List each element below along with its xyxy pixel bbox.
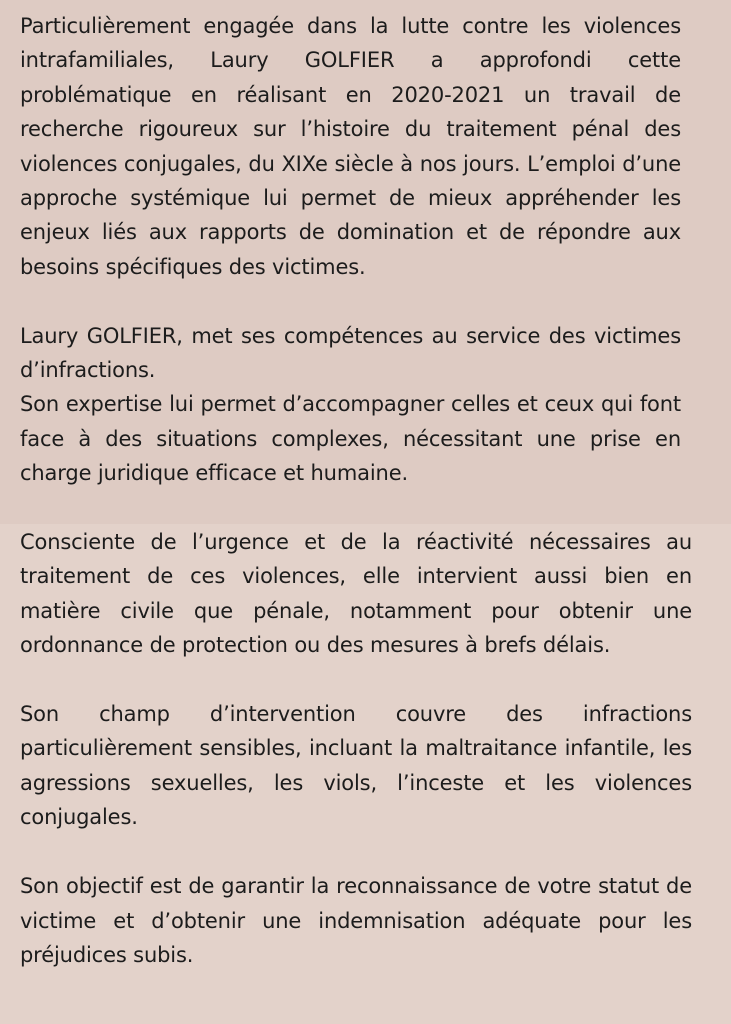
paragraph-competences-text: Laury GOLFIER, met ses compétences au service des victimes d’infractions. [20,323,681,383]
paragraph-engagement: Particulièrement engagée dans la lutte contre les violences intrafamiliales, Laury GOLFIER a approfondi cette problématique en réalisant en 2020-2021 un travail de recherche rigoureux sur l’histoire du traitement pénal des violences conjugales, du XIXe siècle à nos jours. L’emploi d’une approche systémique lui permet de mieux appréhender les enjeux liés aux rapports de domination et de répondre aux besoins spécifiques des victimes. [20,14,681,279]
paragraph-expertise: Son expertise lui permet d’accompagner celles et ceux qui font face à des situations complexes, nécessitant une prise en charge juridique efficace et humaine. [20,392,681,486]
paragraph-champ-intervention: Son champ d’intervention couvre des infractions particulièrement sensibles, incluant la maltraitance infantile, les agressions sexuelles, les viols, l’inceste et les violences conjugales. [20,702,692,830]
article-body [20,9,692,1007]
paragraph-objectif: Son objectif est de garantir la reconnaissance de votre statut de victime et d’obtenir une indemnisation adéquate pour les préjudices subis. [20,874,692,967]
paragraph-urgence: Consciente de l’urgence et de la réactivité nécessaires au traitement de ces violences, elle intervient aussi bien en matière civile que pénale, notamment pour obtenir une ordonnance de protection ou des mesures à brefs délais. [20,530,692,658]
paragraph-competences [20,319,681,388]
